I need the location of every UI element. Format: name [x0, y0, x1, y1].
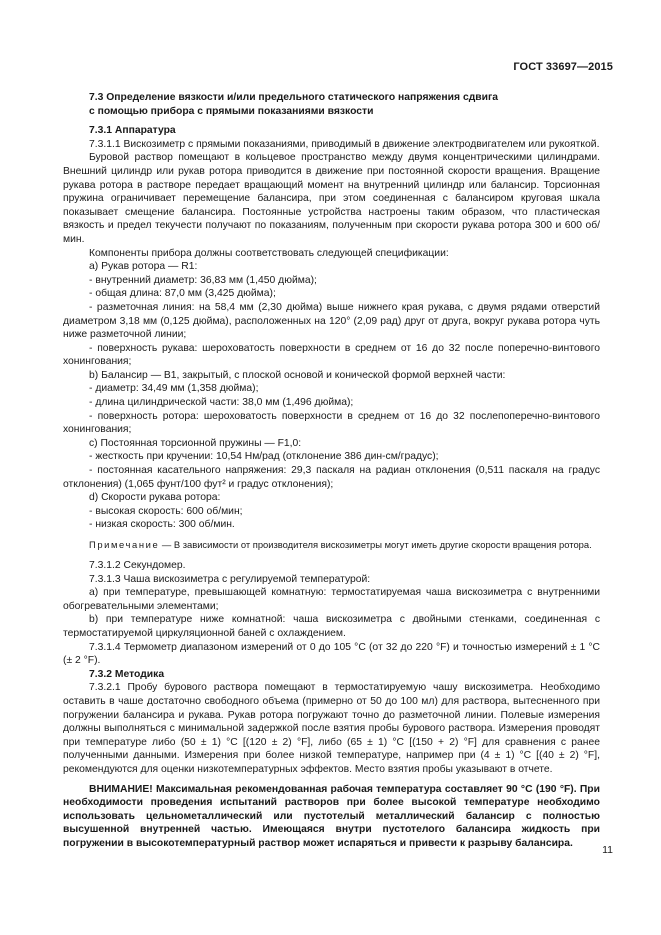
- list-c-item: - жесткость при кручении: 10,54 Нм/рад (отклонение 386 дин-см/градус);: [89, 451, 439, 463]
- paragraph-viscometer: 7.3.1.1 Вискозиметр с прямыми показаниями, приводимый в движение электродвигателем или рукояткой.: [89, 138, 600, 150]
- list-a-item: - поверхность рукава: шероховатость поверхности в среднем от 16 до 32 после поперечно-винтового хонингования;: [63, 342, 600, 368]
- list-d-item: - высокая скорость: 600 об/мин;: [89, 505, 243, 517]
- list-c-heading: c) Постоянная торсионной пружины — F1,0:: [89, 437, 302, 449]
- list-b-item: - длина цилиндрической части: 38,0 мм (1,496 дюйма);: [89, 397, 354, 409]
- list-a-item: - внутренний диаметр: 36,83 мм (1,450 дюйма);: [89, 274, 317, 286]
- method-heading: 7.3.2 Методика: [89, 668, 165, 680]
- paragraph-cup-b: b) при температуре ниже комнатной: чаша вискозиметра с двойными стенками, соединенная с термостатируемой циркуляционной баней с охлаждением.: [63, 614, 600, 639]
- list-b-heading: b) Балансир — В1, закрытый, с плоской основой и конической формой верхней части:: [89, 369, 506, 381]
- page-number: 11: [602, 844, 613, 856]
- warning-paragraph: ВНИМАНИЕ! Максимальная рекомендованная рабочая температура составляет 90 °С (190 °F). При необходимости проведения испытаний растворов при более высокой температуре необходимо использовать цельнометаллический или пустотелый металлический балансир с полностью высушенной внутренней частью. Имеющаяся внутри пустотелого балансира жидкость при погружении в высокотемпературный раствор может испаряться и привести к разрыву балансира.: [63, 783, 600, 849]
- document-code: ГОСТ 33697—2015: [513, 61, 613, 73]
- list-b-item: - диаметр: 34,49 мм (1,358 дюйма);: [89, 383, 259, 395]
- paragraph-components: Компоненты прибора должны соответствовать следующей спецификации:: [89, 247, 449, 259]
- note: [63, 538, 600, 551]
- list-b-item: - поверхность ротора: шероховатость поверхности в среднем от 16 до 32 послепоперечно-винтового хонингования;: [63, 410, 600, 436]
- list-d-heading: d) Скорости рукава ротора:: [89, 492, 221, 504]
- section-title-line1: 7.3 Определение вязкости и/или предельного статического напряжения сдвига: [89, 92, 499, 103]
- list-a-item: - разметочная линия: на 58,4 мм (2,30 дюйма) выше нижнего края рукава, с двумя рядами отверстий диаметром 3,18 мм (0,125 дюйма), расположенных на 120° (2,09 рад) друг от друга, вокруг рукава ротора чуть ниже разметочной линии;: [63, 301, 600, 341]
- list-d-item: - низкая скорость: 300 об/мин.: [89, 519, 235, 531]
- section-title-line2: с помощью прибора с прямыми показаниями вязкости: [89, 105, 374, 117]
- note-label: Примечание: [89, 539, 160, 550]
- document-body: [63, 91, 600, 850]
- paragraph-stopwatch: 7.3.1.2 Секундомер.: [89, 560, 186, 571]
- list-a-item: - общая длина: 87,0 мм (3,425 дюйма);: [89, 288, 276, 300]
- paragraph-cup-a: а) при температуре, превышающей комнатную: термостатируемая чаша вискозиметра с внутренними обогревательными элементами;: [63, 587, 600, 612]
- note-text: — В зависимости от производителя вискозиметры могут иметь другие скорости вращения ротора.: [159, 539, 592, 550]
- apparatus-heading: 7.3.1 Аппаратура: [89, 125, 176, 137]
- paragraph-method: 7.3.2.1 Пробу бурового раствора помещают в термостатируемую чашу вискозиметра. Необходимо оставить в чаше достаточно свободного объема (примерно от 50 до 100 мл) для раствора, вытесненного при погружении балансира и рукава. Рукав ротора погружают точно до разметочной линии. Полевые измерения должны выполняться с минимальной задержкой после взятия пробы бурового раствора. Измерения проводят при температуре либо (50 ± 1) °С [(120 ± 2) °F], либо (65 ± 1) °С [(150 + 2) °F] для сравнения с ранее полученными данными. Измерения при более низкой температуре, например при (4 ± 1) °С [(40 ± 2) °F], рекомендуются для оценки низкотемпературных эффектов. Место взятия пробы указывают в отчете.: [63, 682, 600, 775]
- list-c-item: - постоянная касательного напряжения: 29,3 паскаля на радиан отклонения (0,511 паскаля на градус отклонения) (1,065 фунт/100 фут² и градус отклонения);: [63, 465, 600, 490]
- paragraph-thermometer: 7.3.1.4 Термометр диапазоном измерений от 0 до 105 °С (от 32 до 220 °F) и точностью измерений ± 1 °С (± 2 °F).: [63, 641, 600, 667]
- paragraph-principle: Буровой раствор помещают в кольцевое пространство между двумя концентрическими цилиндрами. Внешний цилиндр или рукав ротора приводится в движение при постоянной скорости вращения. Вращение рукава ротора в растворе передает вращающий момент на внутренний цилиндр или балансир. Торсионная пружина ограничивает перемещение балансира, при этом соединенная с балансиром круговая шкала показывает смещение балансира. Постоянные устройства настроены таким образом, что пластическая вязкость и предел текучести получают по показаниям, полученным при скорости рукава ротора 300 и 600 об/мин.: [63, 152, 600, 245]
- paragraph-cup: 7.3.1.3 Чаша вискозиметра с регулируемой температурой:: [89, 573, 371, 585]
- list-a-heading: а) Рукав ротора — R1:: [89, 261, 198, 273]
